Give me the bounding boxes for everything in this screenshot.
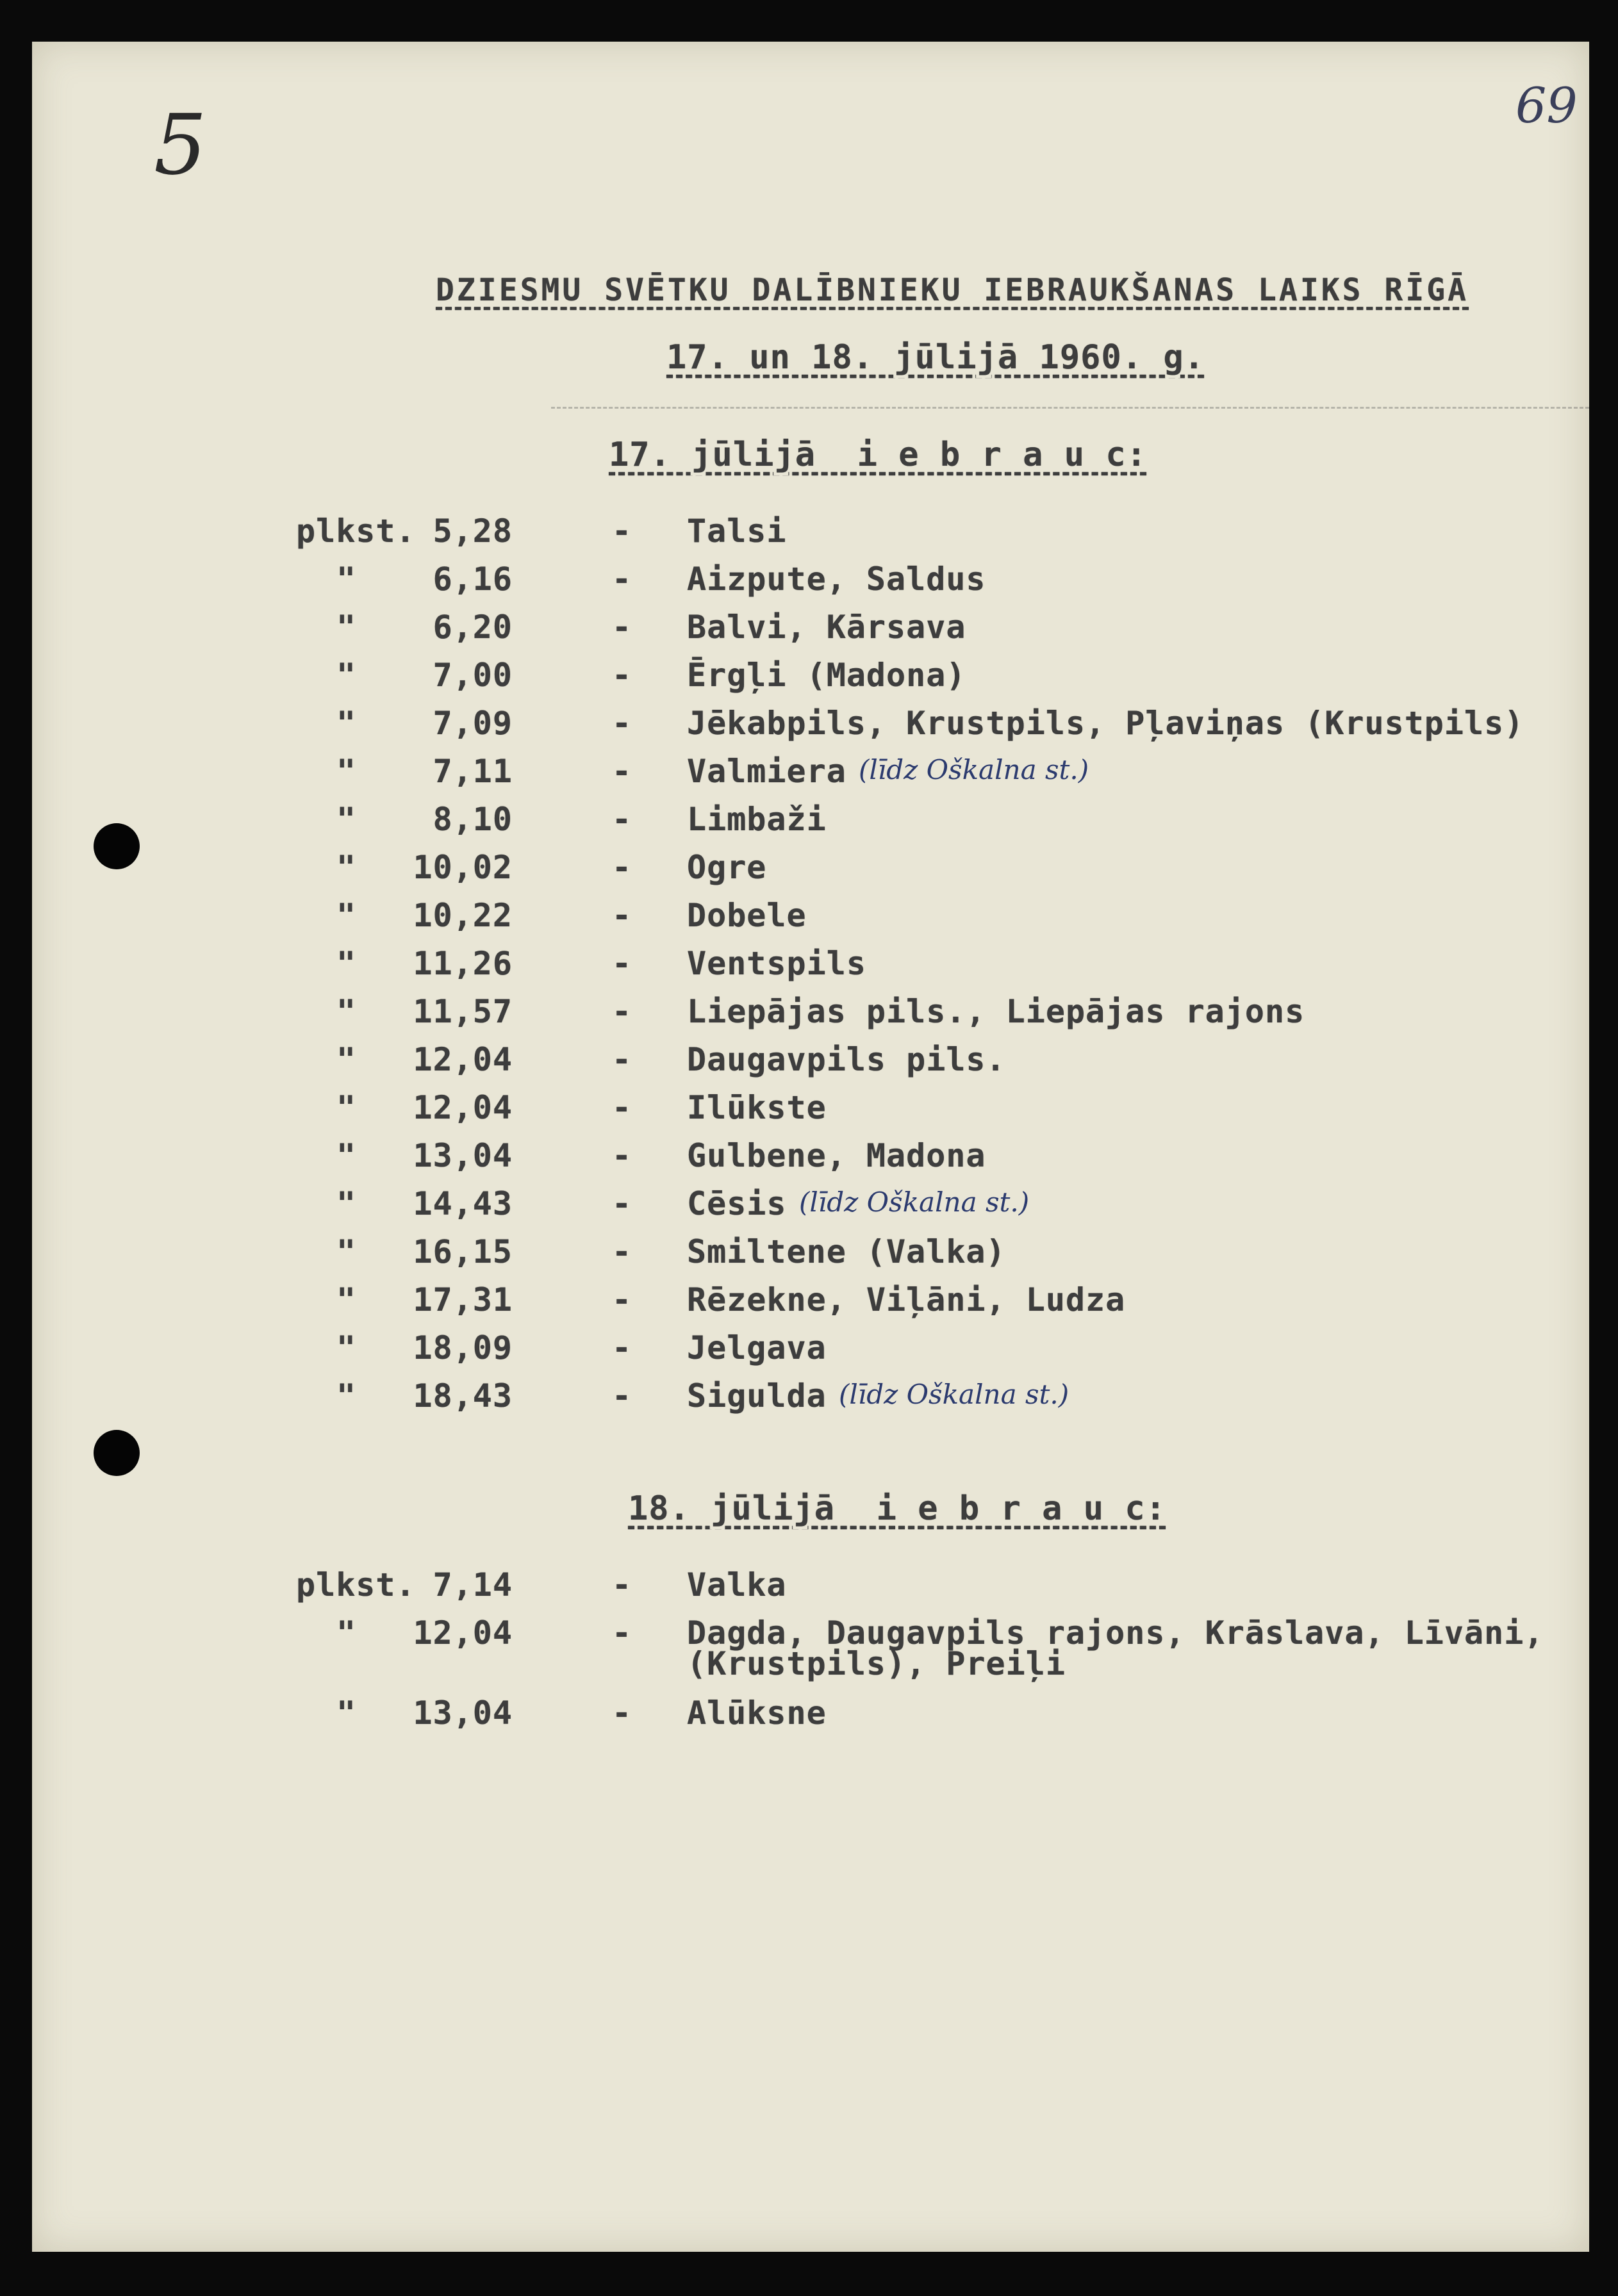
- arrival-time: 11,57: [413, 993, 513, 1030]
- document-subtitle: 17. un 18. jūlijā 1960. g.: [666, 338, 1205, 377]
- destination-places: Aizpute, Saldus: [687, 561, 986, 598]
- arrival-time: 7,11: [433, 753, 513, 790]
- destination-places: Dobele: [687, 897, 807, 934]
- time-prefix: ": [336, 1041, 357, 1078]
- time-prefix: ": [336, 1137, 357, 1174]
- binder-hole-top: [94, 823, 140, 869]
- destination-places: Limbaži: [687, 801, 827, 838]
- arrival-time: 14,43: [413, 1185, 513, 1222]
- destination-places-continued: (Krustpils), Preiļi: [687, 1645, 1066, 1682]
- destination-places: Sigulda: [687, 1377, 827, 1414]
- separator-dash: -: [612, 1377, 632, 1414]
- time-prefix: ": [336, 945, 357, 982]
- destination-places: Valka: [687, 1566, 787, 1603]
- destination-places: Cēsis: [687, 1185, 787, 1222]
- handwritten-station-note: (līdz Oškalna st.): [839, 1379, 1069, 1410]
- arrival-time: 6,20: [433, 609, 513, 646]
- handwritten-station-note: (līdz Oškalna st.): [859, 754, 1089, 785]
- arrival-time: 12,04: [413, 1614, 513, 1652]
- arrival-time: 12,04: [413, 1041, 513, 1078]
- destination-places: Dagda, Daugavpils rajons, Krāslava, Līvāni,: [687, 1614, 1544, 1652]
- destination-places: Alūksne: [687, 1694, 827, 1732]
- time-prefix: plkst.: [296, 1566, 416, 1603]
- destination-places: Jēkabpils, Krustpils, Pļaviņas (Krustpils): [687, 705, 1524, 742]
- destination-places: Gulbene, Madona: [687, 1137, 986, 1174]
- separator-dash: -: [612, 1089, 632, 1126]
- time-prefix: ": [336, 609, 357, 646]
- time-prefix: ": [336, 1694, 357, 1732]
- time-prefix: ": [336, 1329, 357, 1366]
- separator-dash: -: [612, 801, 632, 838]
- destination-places: Talsi: [687, 512, 787, 550]
- arrival-time: 12,04: [413, 1089, 513, 1126]
- arrival-time: 13,04: [413, 1694, 513, 1732]
- document-title: DZIESMU SVĒTKU DALĪBNIEKU IEBRAUKŠANAS LAIKS RĪGĀ: [436, 272, 1469, 308]
- separator-dash: -: [612, 512, 632, 550]
- arrival-time: 7,09: [433, 705, 513, 742]
- separator-dash: -: [612, 849, 632, 886]
- arrival-time: 10,22: [413, 897, 513, 934]
- separator-dash: -: [612, 1694, 632, 1732]
- arrival-time: 7,14: [433, 1566, 513, 1603]
- time-prefix: ": [336, 1089, 357, 1126]
- separator-dash: -: [612, 897, 632, 934]
- destination-places: Ērgļi (Madona): [687, 657, 966, 694]
- separator-dash: -: [612, 609, 632, 646]
- handwritten-page-number: 69: [1515, 77, 1578, 134]
- time-prefix: ": [336, 1233, 357, 1270]
- handwritten-corner-mark: 5: [154, 96, 207, 193]
- time-prefix: ": [336, 849, 357, 886]
- destination-places: Daugavpils pils.: [687, 1041, 1006, 1078]
- time-prefix: plkst.: [296, 512, 416, 550]
- arrival-time: 17,31: [413, 1281, 513, 1318]
- destination-places: Jelgava: [687, 1329, 827, 1366]
- section-heading-july-17: 17. jūlijā i e b r a u c:: [609, 436, 1147, 474]
- time-prefix: ": [336, 801, 357, 838]
- handwritten-station-note: (līdz Oškalna st.): [799, 1186, 1030, 1218]
- arrival-time: 6,16: [433, 561, 513, 598]
- separator-dash: -: [612, 1281, 632, 1318]
- separator-dash: -: [612, 561, 632, 598]
- time-prefix: ": [336, 753, 357, 790]
- destination-places: Rēzekne, Viļāni, Ludza: [687, 1281, 1126, 1318]
- time-prefix: ": [336, 1281, 357, 1318]
- time-prefix: ": [336, 1185, 357, 1222]
- arrival-time: 11,26: [413, 945, 513, 982]
- destination-places: Ilūkste: [687, 1089, 827, 1126]
- section-heading-july-18: 18. jūlijā i e b r a u c:: [628, 1489, 1166, 1528]
- arrival-time: 8,10: [433, 801, 513, 838]
- separator-dash: -: [612, 945, 632, 982]
- divider-line: [551, 407, 1589, 409]
- arrival-time: 13,04: [413, 1137, 513, 1174]
- separator-dash: -: [612, 1137, 632, 1174]
- time-prefix: ": [336, 561, 357, 598]
- arrival-time: 18,43: [413, 1377, 513, 1414]
- destination-places: Ventspils: [687, 945, 866, 982]
- separator-dash: -: [612, 1566, 632, 1603]
- destination-places: Valmiera: [687, 753, 846, 790]
- separator-dash: -: [612, 1233, 632, 1270]
- separator-dash: -: [612, 657, 632, 694]
- separator-dash: -: [612, 1041, 632, 1078]
- arrival-time: 18,09: [413, 1329, 513, 1366]
- arrival-time: 7,00: [433, 657, 513, 694]
- time-prefix: ": [336, 1377, 357, 1414]
- destination-places: Ogre: [687, 849, 767, 886]
- arrival-time: 5,28: [433, 512, 513, 550]
- separator-dash: -: [612, 1614, 632, 1652]
- binder-hole-bottom: [94, 1430, 140, 1476]
- separator-dash: -: [612, 993, 632, 1030]
- destination-places: Balvi, Kārsava: [687, 609, 966, 646]
- separator-dash: -: [612, 1329, 632, 1366]
- separator-dash: -: [612, 705, 632, 742]
- time-prefix: ": [336, 1614, 357, 1652]
- destination-places: Smiltene (Valka): [687, 1233, 1006, 1270]
- time-prefix: ": [336, 993, 357, 1030]
- separator-dash: -: [612, 753, 632, 790]
- time-prefix: ": [336, 897, 357, 934]
- arrival-time: 10,02: [413, 849, 513, 886]
- destination-places: Liepājas pils., Liepājas rajons: [687, 993, 1305, 1030]
- time-prefix: ": [336, 657, 357, 694]
- arrival-time: 16,15: [413, 1233, 513, 1270]
- separator-dash: -: [612, 1185, 632, 1222]
- time-prefix: ": [336, 705, 357, 742]
